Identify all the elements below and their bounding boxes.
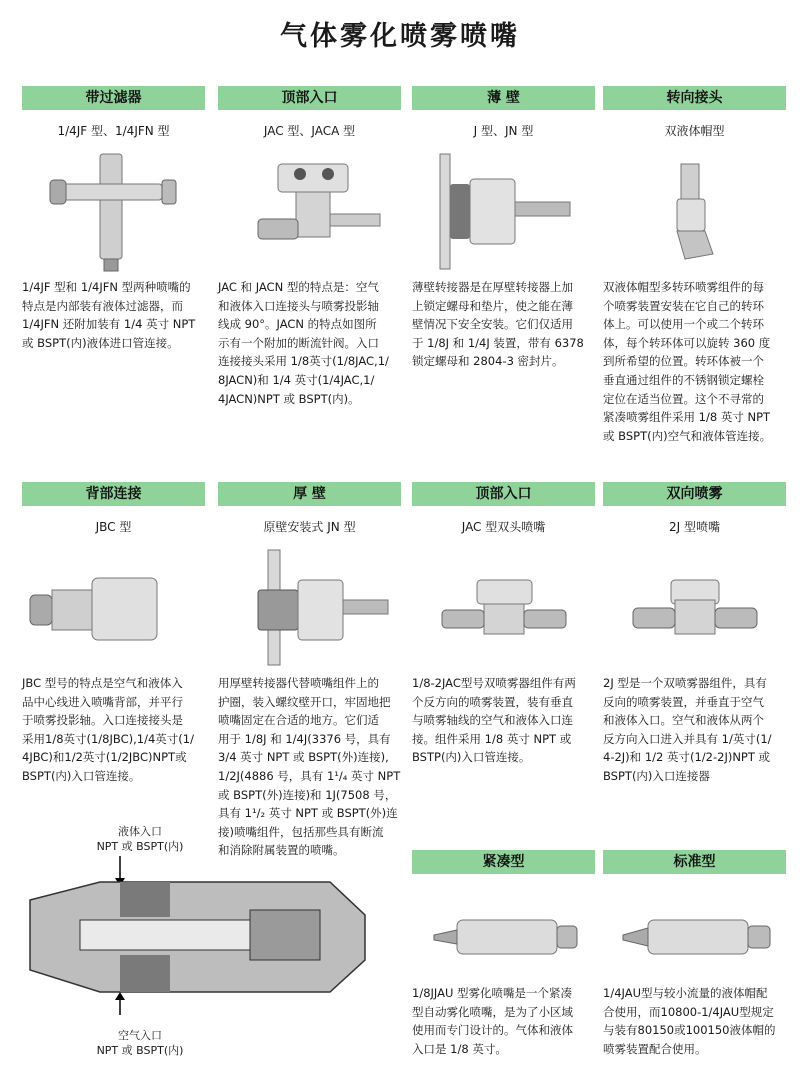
section-header: 带过滤器: [22, 86, 205, 110]
nozzle-cross-section-icon: [20, 820, 380, 1070]
nozzle-with-filter-icon: [22, 144, 205, 274]
label-line: 液体入口: [118, 825, 162, 838]
section-header: 顶部入口: [218, 86, 401, 110]
desc-line: 定位在适当位置。这个不寻常的: [603, 391, 764, 406]
desc-line: 上锁定螺母和垫片，使之能在薄: [412, 298, 573, 313]
desc-line: 和液体入口。空气和液体从两个: [603, 713, 764, 728]
section-thick-wall: [218, 482, 401, 860]
label-line: NPT 或 BSPT(内): [96, 1044, 184, 1057]
desc-line: BSPT(内)入口连接器: [603, 768, 710, 783]
desc-line: 8JACN)和 1/4 英寸(1/4JAC,1/: [218, 372, 375, 387]
swivel-joint-nozzle-icon: [603, 144, 786, 274]
desc-line: 接。组件采用 1/8 英寸 NPT 或: [412, 731, 572, 746]
desc-line: 示有一个附加的断流针阀。入口: [218, 335, 379, 350]
section-header: 薄 壁: [412, 86, 595, 110]
section-with-filter: [22, 86, 205, 352]
desc-line: 用厚壁转接器代替喷嘴组件上的: [218, 676, 379, 690]
desc-line: 4JBC)和1/2英寸(1/2JBC)NPT或: [22, 750, 187, 765]
desc-line: 于喷雾投影轴。入口连接接头是: [22, 713, 183, 728]
desc-line: 4JACN)NPT 或 BSPT(内)。: [218, 391, 360, 406]
label-line: 空气入口: [118, 1029, 162, 1042]
desc-line: 体上。可以使用一个或二个转环: [603, 317, 764, 332]
desc-line: 3/4 英寸 NPT 或 BSPT(外)连接),: [218, 750, 389, 765]
air-inlet-label: [80, 1028, 200, 1058]
desc-line: JAC 和 JACN 型的特点是：空气: [218, 280, 379, 294]
desc-line: 反方向入口进入并具有 1/英寸(1/: [603, 731, 772, 746]
section-subtitle: 原壁安装式 JN 型: [263, 520, 356, 534]
section-subtitle: 双液体帽型: [664, 124, 725, 138]
thick-wall-nozzle-icon: [218, 540, 401, 670]
desc-line: 锁定螺母和 2804-3 密封片。: [412, 354, 564, 369]
section-swivel-joint: [603, 86, 786, 445]
desc-line: BSPT(内)入口管连接。: [22, 768, 141, 783]
standard-nozzle-icon: [603, 880, 786, 980]
desc-line: 1/4JAU型与较小流量的液体帽配: [603, 986, 768, 1000]
desc-line: 垂直通过组件的不锈钢锁定螺栓: [603, 372, 764, 387]
section-two-way-spray: [603, 482, 786, 786]
page-title: 气体雾化喷雾喷嘴: [280, 21, 520, 52]
section-header: 厚 壁: [218, 482, 401, 506]
desc-line: 1/4JF 型和 1/4JFN 型两种喷嘴的: [22, 280, 191, 294]
desc-line: 体，每个转环体可以旋转 360 度: [603, 335, 771, 350]
section-subtitle: JAC 型、JACA 型: [263, 124, 356, 138]
section-header: 顶部入口: [412, 482, 595, 506]
desc-line: 或 BSPT(内)空气和液体管连接。: [603, 428, 772, 443]
desc-line: 用于 1/8J 和 1/4J(3376 号，具有: [218, 731, 391, 746]
desc-line: 1/8-2JAC型号双喷雾器组件有两: [412, 676, 576, 690]
section-top-inlet-dual: [412, 482, 595, 767]
desc-line: 入口是 1/8 英寸。: [412, 1041, 507, 1056]
desc-line: 薄壁转接器是在厚壁转接器上加: [412, 280, 573, 294]
desc-line: 1/4JFN 还附加装有 1/4 英寸 NPT: [22, 317, 196, 332]
thin-wall-nozzle-icon: [412, 144, 595, 274]
section-standard: [603, 850, 786, 1058]
section-subtitle: 2J 型喷嘴: [669, 520, 720, 534]
desc-line: 型自动雾化喷嘴，是为了小区域: [412, 1004, 573, 1019]
desc-line: 2J 型是一个双喷雾器组件，具有: [603, 676, 767, 690]
desc-line: 4-2J)和 1/2 英寸(1/2-2J)NPT 或: [603, 750, 771, 765]
section-header: 转向接头: [603, 86, 786, 110]
desc-line: 合使用，而10800-1/4JAU型规定: [603, 1004, 774, 1019]
desc-line: 连接接头采用 1/8英寸(1/8JAC,1/: [218, 354, 389, 369]
desc-line: 喷嘴固定在合适的地方。它们适: [218, 713, 379, 728]
desc-line: 特点是内部装有液体过滤器，而: [22, 298, 183, 313]
desc-line: 护圈，装入螺纹壁开口，牢固地把: [218, 694, 391, 709]
compact-nozzle-icon: [412, 880, 595, 980]
desc-line: 喷雾装置配合使用。: [603, 1041, 707, 1056]
section-subtitle: JBC 型: [95, 520, 132, 534]
section-top-inlet: [218, 86, 401, 408]
section-header: 双向喷雾: [603, 482, 786, 506]
desc-line: 反向的喷雾装置，并垂直于空气: [603, 694, 764, 709]
section-thin-wall: [412, 86, 595, 371]
section-subtitle: 1/4JF 型、1/4JFN 型: [57, 124, 170, 138]
section-header: 背部连接: [22, 482, 205, 506]
desc-line: BSTP(内)入口管连接。: [412, 750, 531, 765]
two-way-nozzle-icon: [603, 540, 786, 670]
desc-line: 采用1/8英寸(1/8JBC),1/4英寸(1/: [22, 731, 194, 746]
desc-line: 或 BSPT(内)液体进口管连接。: [22, 335, 179, 350]
section-compact: [412, 850, 595, 1058]
desc-line: 或 BSPT(外)连接)和 1J(7508 号，: [218, 787, 397, 802]
section-header: 标准型: [603, 850, 786, 874]
desc-line: JBC 型号的特点是空气和液体入: [22, 676, 183, 690]
desc-line: 个喷雾装置安装在它自己的转环: [603, 298, 764, 313]
desc-line: 双液体帽型多转环喷雾组件的每: [603, 280, 764, 294]
desc-line: 1/8JJAU 型雾化喷嘴是一个紧凑: [412, 986, 573, 1000]
section-subtitle: J 型、JN 型: [473, 124, 534, 138]
top-inlet-nozzle-icon: [218, 144, 401, 274]
nozzle-cross-section: [20, 820, 380, 1070]
desc-line: 和液体入口连接头与喷雾投影轴: [218, 298, 379, 313]
desc-line: 个反方向的喷雾装置，装有垂直: [412, 694, 573, 709]
desc-line: 紧凑喷雾组件采用 1/8 英寸 NPT: [603, 410, 771, 425]
desc-line: 与装有80150或100150液体帽的: [603, 1023, 776, 1038]
desc-line: 线成 90°。JACN 的特点如图所: [218, 317, 377, 332]
desc-line: 壁情况下安全安装。它们仅适用: [412, 317, 573, 332]
back-connection-nozzle-icon: [22, 540, 205, 670]
dual-head-nozzle-icon: [412, 540, 595, 670]
desc-line: 品中心线进入喷嘴背部，并平行: [22, 694, 183, 709]
desc-line: 具有 1¹/₂ 英寸 NPT 或 BSPT(外)连: [218, 806, 398, 821]
desc-line: 接)喷嘴组件，包括那些具有断流: [218, 824, 384, 839]
section-subtitle: JAC 型双头喷嘴: [461, 520, 546, 534]
desc-line: 和消除附属装置的喷嘴。: [218, 843, 345, 858]
label-line: NPT 或 BSPT(内): [96, 840, 184, 853]
desc-line: 与喷雾轴线的空气和液体入口连: [412, 713, 573, 728]
section-back-connection: [22, 482, 205, 786]
desc-line: 使用而专门设计的。气体和液体: [412, 1023, 573, 1038]
section-header: 紧凑型: [412, 850, 595, 874]
desc-line: 1/2J(4886 号，具有 1¹/₄ 英寸 NPT: [218, 768, 401, 783]
desc-line: 到所希望的位置。转环体被一个: [603, 354, 764, 369]
desc-line: 于 1/8J 和 1/4J 装置，带有 6378: [412, 335, 584, 350]
